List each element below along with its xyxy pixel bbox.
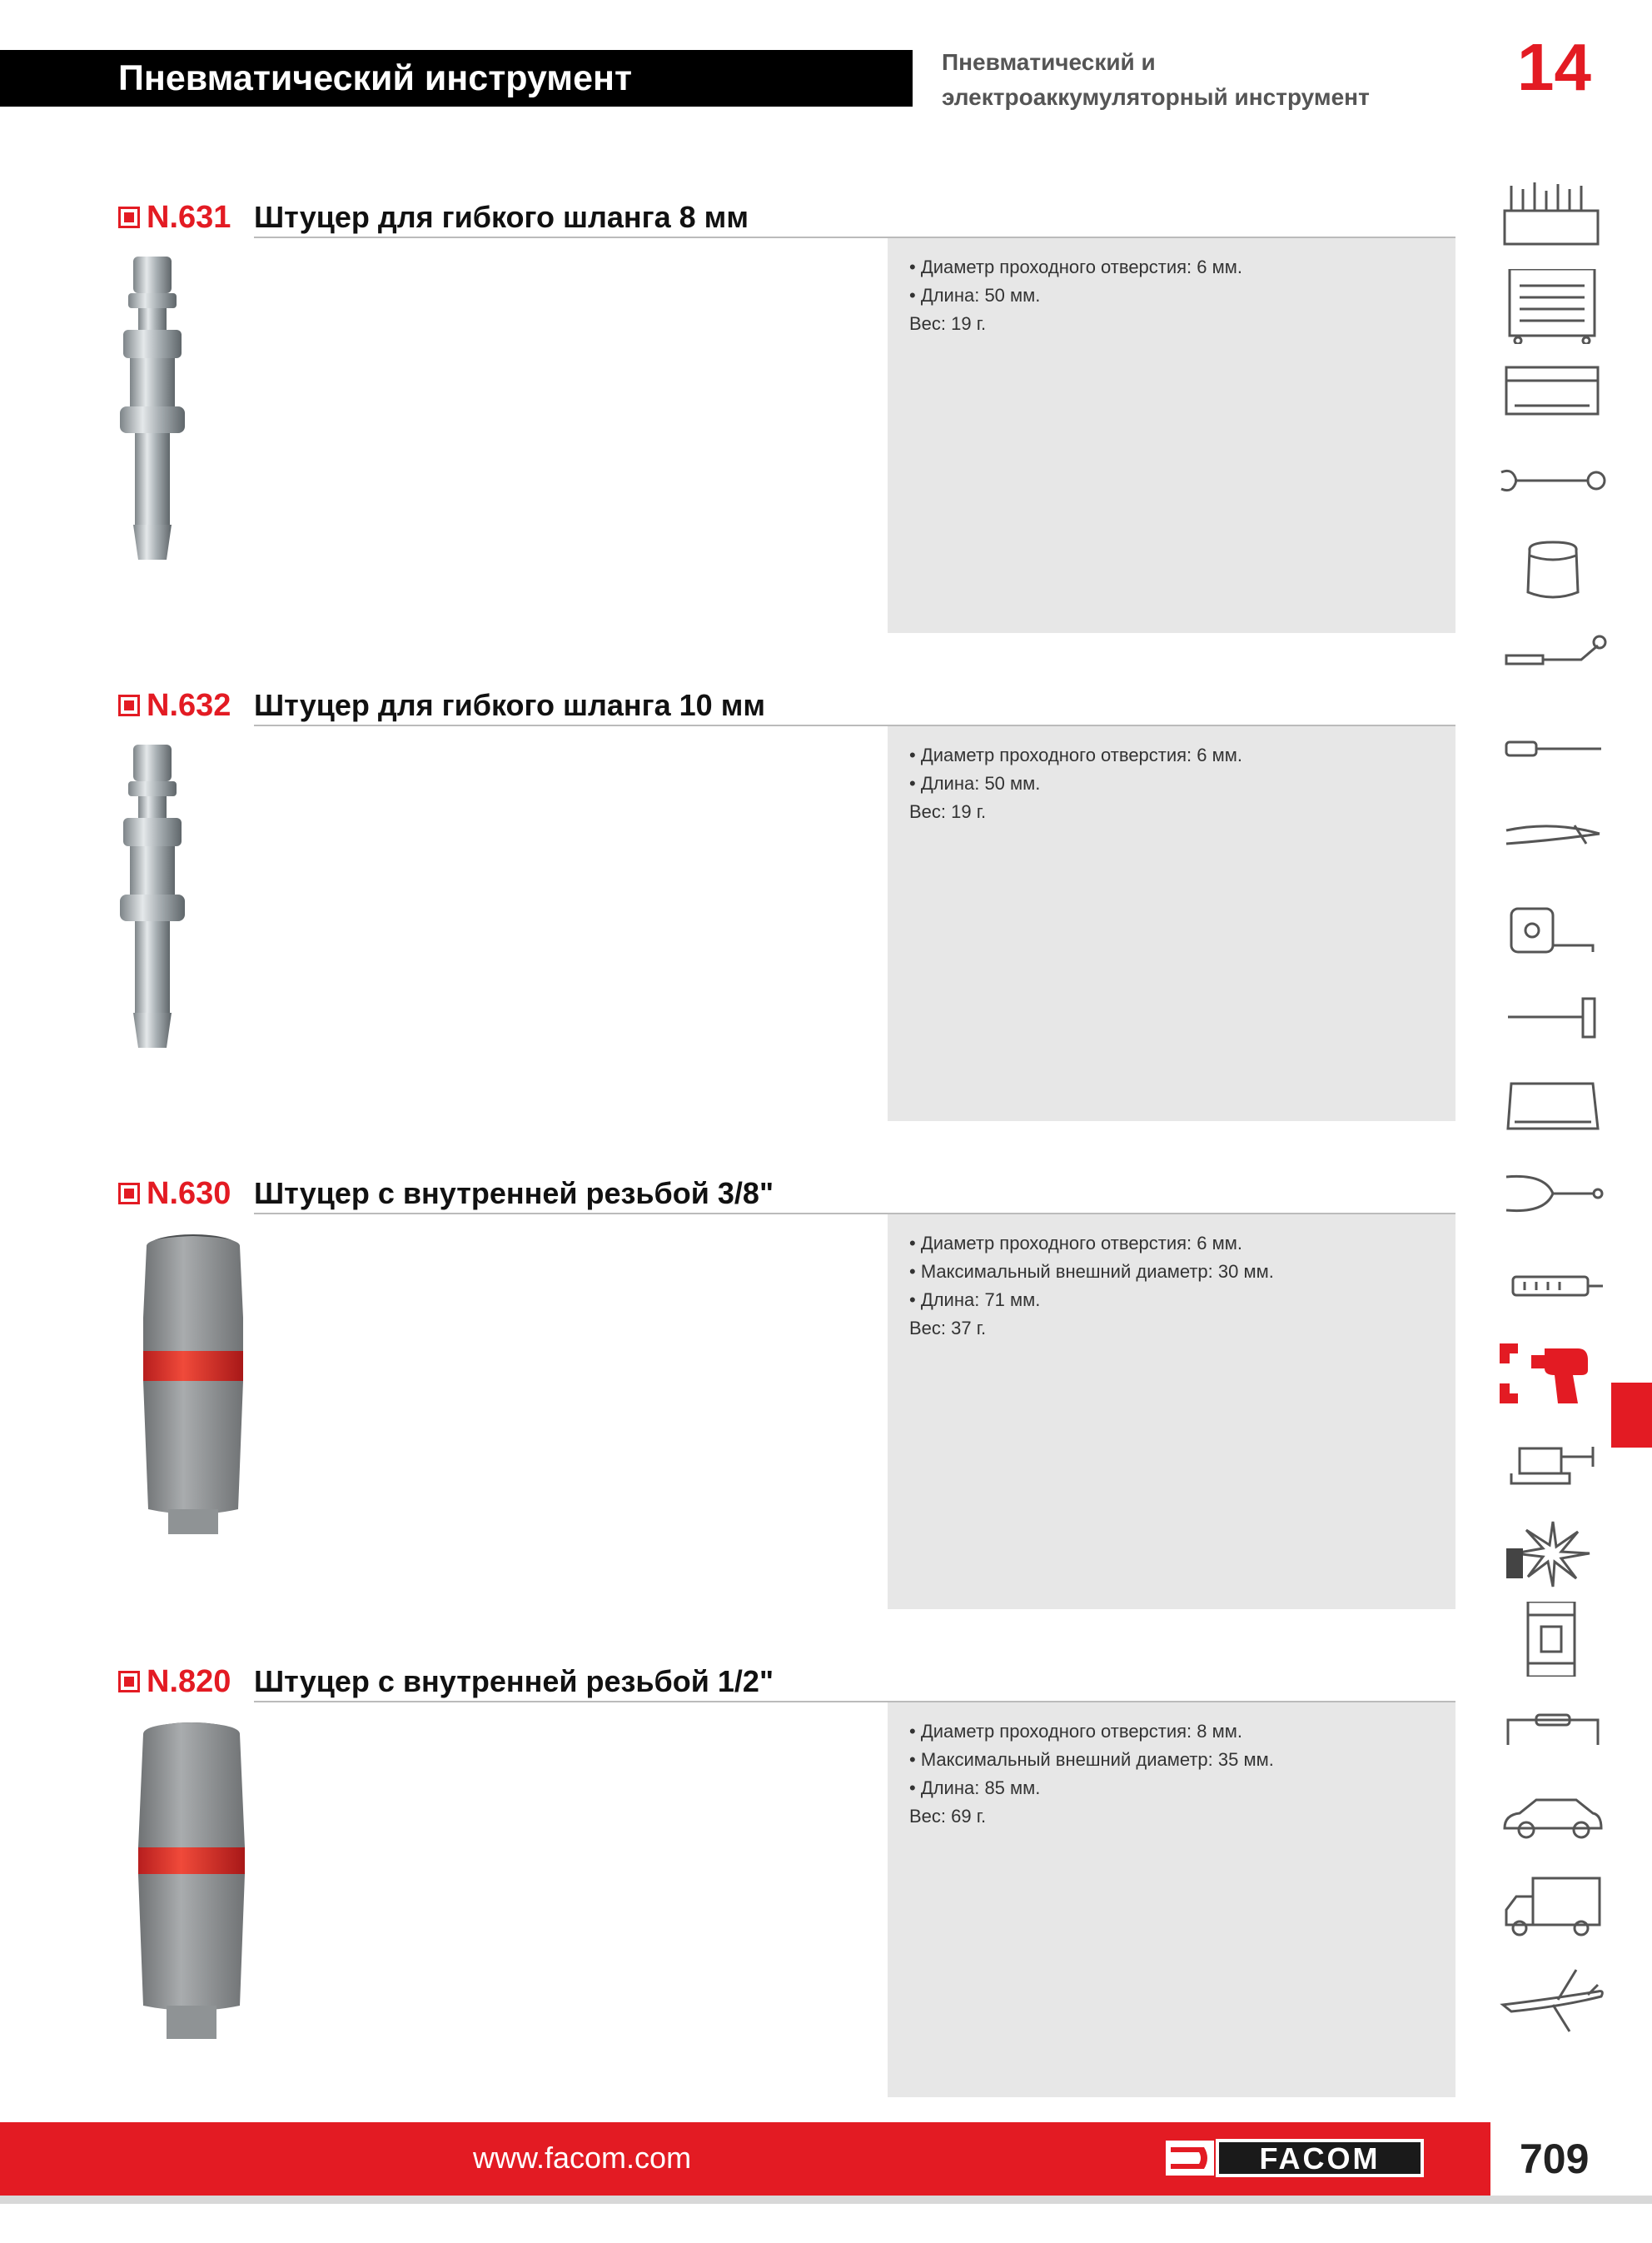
facom-logo (1162, 2136, 1434, 2181)
spec-line: Вес: 19 г. (909, 313, 987, 334)
electrical-tester-icon[interactable] (1495, 1250, 1611, 1325)
drawer-icon[interactable] (1495, 356, 1611, 431)
spec-panel (888, 726, 1455, 1121)
spec-line: • Максимальный внешний диаметр: 35 мм. (909, 1749, 1274, 1770)
hacksaw-icon[interactable] (1495, 1070, 1611, 1145)
product-code: N.630 (147, 1176, 231, 1211)
hammer-icon[interactable] (1495, 984, 1611, 1059)
product-title: Штуцер для гибкого шланга 10 мм (254, 688, 765, 722)
spec-line: • Длина: 85 мм. (909, 1777, 1041, 1798)
section-subtitle-line-1: Пневматический и (942, 49, 1156, 75)
product-section-n632 (0, 685, 1465, 1151)
spec-line: • Диаметр проходного отверстия: 6 мм. (909, 745, 1242, 765)
product-marker-icon (118, 207, 140, 228)
spec-line: • Диаметр проходного отверстия: 8 мм. (909, 1721, 1242, 1742)
tool-cabinet-icon[interactable] (1495, 269, 1611, 344)
product-title: Штуцер с внутренней резьбой 1/2" (254, 1664, 774, 1698)
safety-icon[interactable] (1495, 1515, 1611, 1590)
spec-line: • Максимальный внешний диаметр: 30 мм. (909, 1261, 1274, 1282)
spec-line: • Длина: 50 мм. (909, 773, 1041, 794)
chapter-tab-marker (1611, 1383, 1652, 1448)
product-image-hose-plug (108, 738, 291, 1079)
product-marker-icon (118, 695, 140, 716)
spec-line: Вес: 37 г. (909, 1318, 987, 1338)
product-image-hose-plug (108, 250, 291, 591)
product-marker-icon (118, 1671, 140, 1692)
socket-icon[interactable] (1495, 534, 1611, 609)
spec-line: • Длина: 71 мм. (909, 1289, 1041, 1310)
page-title: Пневматический инструмент (118, 58, 633, 98)
tape-measure-icon[interactable] (1495, 894, 1611, 969)
product-image-coupler (108, 1714, 291, 2072)
electrical-breaker-icon[interactable] (1495, 1602, 1611, 1677)
tool-box-icon[interactable] (1495, 177, 1611, 252)
product-section-n631 (0, 197, 1465, 663)
footer-stripe (0, 2196, 1652, 2204)
ratchet-icon[interactable] (1495, 626, 1611, 700)
handle-icon[interactable] (1495, 1692, 1611, 1767)
page-number: 709 (1520, 2136, 1590, 2182)
pneumatic-impact-wrench-icon[interactable] (1495, 1337, 1611, 1412)
spec-panel (888, 1702, 1455, 2097)
product-code: N.820 (147, 1664, 231, 1699)
spec-line: • Диаметр проходного отверстия: 6 мм. (909, 257, 1242, 277)
product-image-coupler (108, 1226, 291, 1568)
product-title: Штуцер для гибкого шланга 8 мм (254, 200, 749, 234)
product-code: N.632 (147, 688, 231, 723)
product-section-n630 (0, 1173, 1465, 1639)
chapter-number: 14 (1517, 30, 1591, 104)
spec-line: Вес: 19 г. (909, 801, 987, 822)
airplane-icon[interactable] (1495, 1963, 1611, 2038)
spec-line: • Длина: 50 мм. (909, 285, 1041, 306)
screwdriver-icon[interactable] (1495, 714, 1611, 789)
product-marker-icon (118, 1183, 140, 1204)
website-link[interactable]: www.facom.com (473, 2141, 692, 2175)
spec-line: • Диаметр проходного отверстия: 6 мм. (909, 1233, 1242, 1254)
section-subtitle-line-2: электроаккумуляторный инструмент (942, 84, 1370, 110)
spec-panel (888, 1214, 1455, 1609)
car-icon[interactable] (1495, 1782, 1611, 1857)
product-section-n820 (0, 1661, 1465, 2127)
truck-icon[interactable] (1495, 1872, 1611, 1946)
spec-line: Вес: 69 г. (909, 1806, 987, 1827)
bench-vice-icon[interactable] (1495, 1423, 1611, 1498)
combination-wrench-icon[interactable] (1495, 442, 1611, 517)
section-subtitle (942, 45, 1370, 115)
product-code: N.631 (147, 200, 231, 235)
side-index (1495, 171, 1611, 2086)
product-title: Штуцер с внутренней резьбой 3/8" (254, 1176, 774, 1210)
puller-icon[interactable] (1495, 1157, 1611, 1232)
pliers-icon[interactable] (1495, 800, 1611, 875)
svg-text:FACOM: FACOM (1259, 2141, 1381, 2176)
spec-panel (888, 238, 1455, 633)
